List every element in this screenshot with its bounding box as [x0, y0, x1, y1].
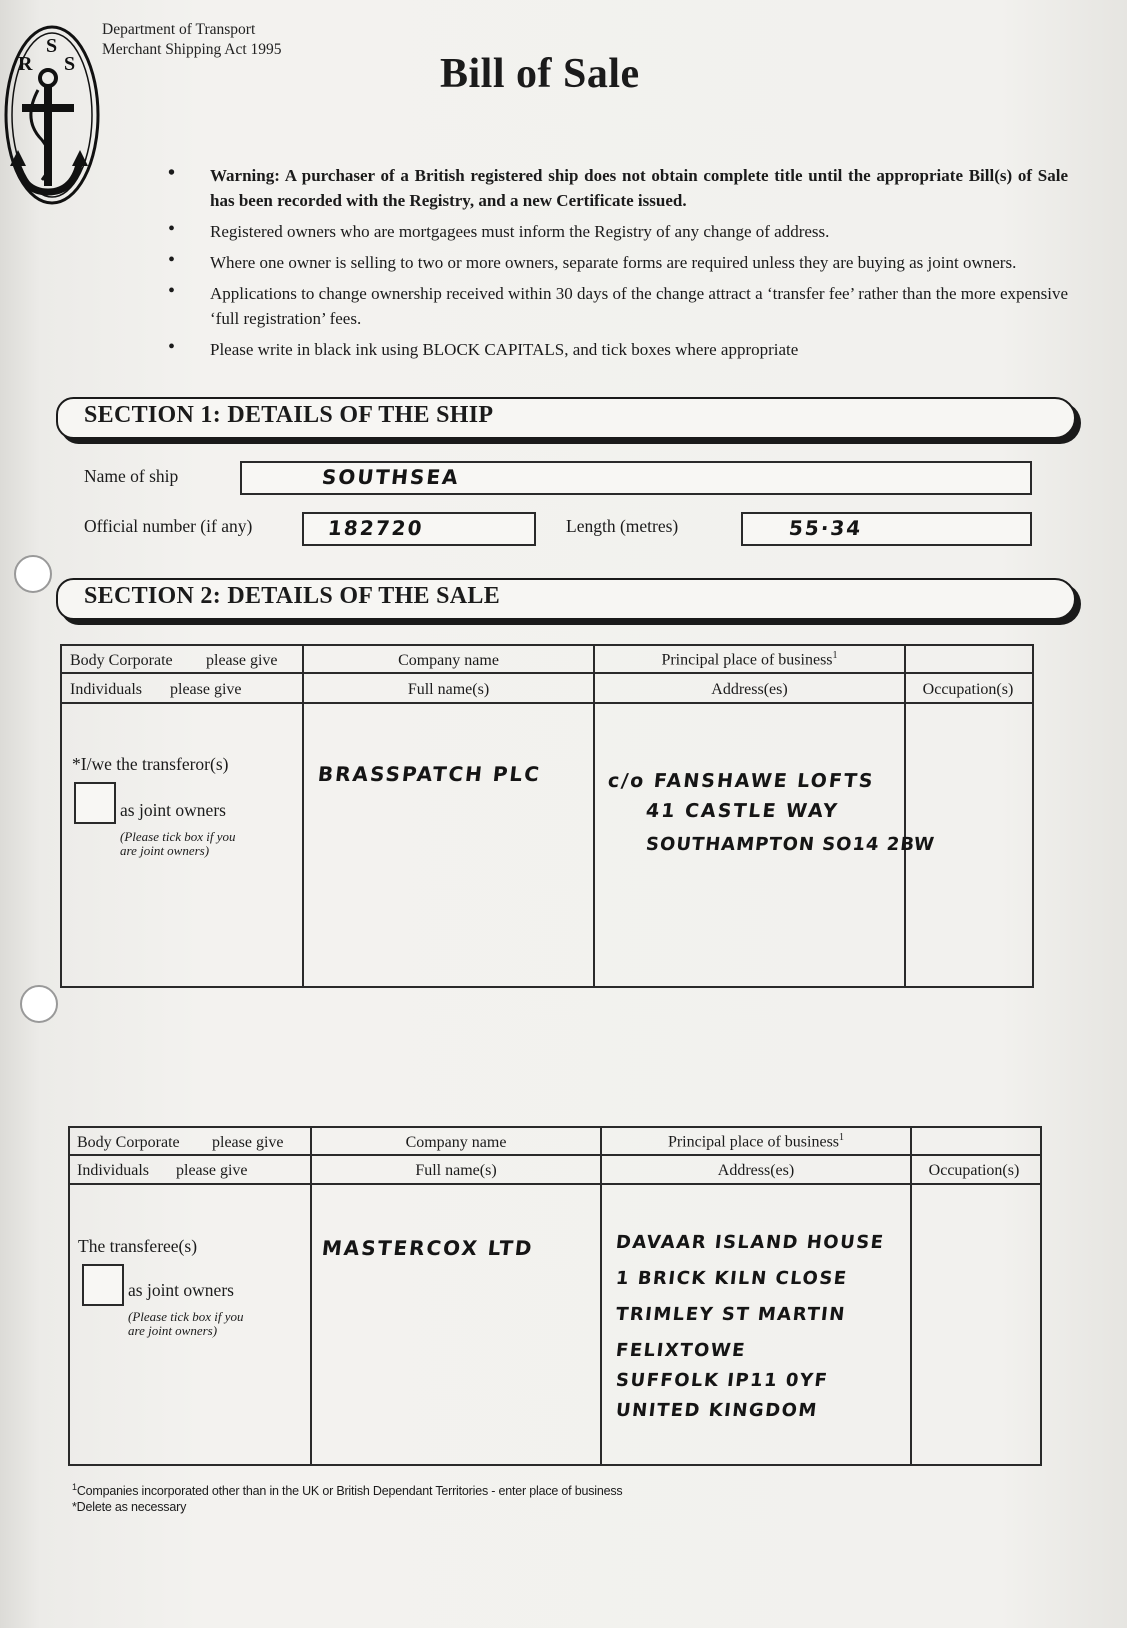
hdr-body-corporate: Body Corporate	[70, 652, 173, 669]
footnote-1-mark: 1	[72, 1482, 77, 1492]
transferor-address-1: c/o FANSHAWE LOFTS	[606, 770, 876, 792]
hdr2-occupations: Occupation(s)	[928, 1162, 1020, 1179]
dept-line-1: Department of Transport	[102, 21, 256, 38]
hdr-principal-place: Principal place of business$^1$	[661, 650, 838, 669]
hdr-occupations: Occupation(s)	[922, 681, 1014, 698]
transferee-joint-label: as joint owners	[128, 1280, 234, 1300]
hdr2-body-corporate: Body Corporate	[77, 1134, 180, 1151]
official-number-field[interactable]	[302, 512, 536, 546]
length-value: 55·34	[787, 516, 864, 540]
logo-letter-r: R	[18, 53, 33, 75]
punch-hole-top	[14, 555, 52, 593]
note-transfer-fee: • Applications to change ownership received within 30 days of the change attract a ‘transfer fee’ rather than the more expensive ‘full registration’ fees.	[168, 281, 1068, 331]
length-label: Length (metres)	[566, 516, 679, 536]
length-field[interactable]	[741, 512, 1032, 546]
note-warning: • Warning: A purchaser of a British registered ship does not obtain complete title until the appropriate Bill(s) of Sale has been recorded with the Registry, and a new Certificate issued.	[168, 163, 1068, 213]
transferor-joint-checkbox[interactable]	[74, 782, 116, 824]
hdr-company-name: Company name	[398, 652, 499, 669]
transferee-name: MASTERCOX LTD	[320, 1236, 535, 1260]
hdr2-addresses: Address(es)	[717, 1162, 795, 1179]
transferee-address-2: 1 BRICK KILN CLOSE	[614, 1268, 849, 1289]
transferee-address-1: DAVAAR ISLAND HOUSE	[614, 1232, 886, 1253]
note-mortgagees: • Registered owners who are mortgagees must inform the Registry of any change of address.	[168, 219, 1068, 244]
hdr-please-give-2: please give	[170, 681, 242, 698]
hdr2-individuals: Individuals	[77, 1162, 149, 1179]
logo-letter-s-top: S	[46, 35, 58, 57]
form-title: Bill of Sale	[440, 51, 640, 97]
transferee-label: The transferee(s)	[78, 1236, 198, 1256]
hdr-addresses: Address(es)	[711, 681, 788, 698]
department-heading	[102, 20, 282, 60]
punch-hole-bottom	[20, 985, 58, 1023]
note-block-capitals: • Please write in black ink using BLOCK CAPITALS, and tick boxes where appropriate	[168, 337, 1068, 362]
dept-line-2: Merchant Shipping Act 1995	[102, 41, 282, 58]
section-1-title: SECTION 1: DETAILS OF THE SHIP	[84, 402, 494, 428]
logo-letter-s-right: S	[64, 53, 76, 75]
hdr2-company-name: Company name	[405, 1134, 507, 1151]
transferor-label: *I/we the transferor(s)	[72, 754, 229, 774]
section-1-header	[56, 397, 1076, 439]
ship-name-value: SOUTHSEA	[320, 465, 461, 489]
hdr-please-give-1: please give	[206, 652, 278, 669]
official-number-label: Official number (if any)	[84, 516, 253, 536]
transferor-name: BRASSPATCH PLC	[316, 762, 543, 786]
hdr2-full-names: Full name(s)	[415, 1162, 497, 1179]
transferor-address-3: SOUTHAMPTON SO14 2BW	[644, 834, 936, 855]
official-number-value: 182720	[326, 516, 425, 540]
hdr-principal-footnote: 1	[832, 650, 838, 661]
transferee-joint-hint: (Please tick box if you are joint owners)	[128, 1309, 244, 1338]
instruction-notes	[168, 163, 1068, 368]
section-2-title: SECTION 2: DETAILS OF THE SALE	[84, 583, 501, 609]
note-separate-forms: • Where one owner is selling to two or more owners, separate forms are required unless they are buying as joint owners.	[168, 250, 1068, 275]
transferee-address-4: FELIXTOWE	[614, 1340, 747, 1361]
hdr2-please-give-1: please give	[212, 1134, 284, 1151]
rss-anchor-logo	[2, 20, 104, 210]
hdr2-please-give-2: please give	[176, 1162, 248, 1179]
hdr2-principal-footnote: 1	[839, 1132, 845, 1143]
footnote-2: *Delete as necessary	[72, 1500, 187, 1514]
transferor-address-2: 41 CASTLE WAY	[644, 800, 840, 822]
ship-name-label: Name of ship	[84, 466, 179, 486]
footnote-1: $^1$Companies incorporated other than in the UK or British Dependant Territories - enter place of business	[72, 1482, 623, 1499]
transferee-address-3: TRIMLEY ST MARTIN	[614, 1304, 847, 1325]
hdr-full-names: Full name(s)	[407, 681, 490, 698]
transferor-joint-label: as joint owners	[120, 800, 226, 820]
hdr-individuals: Individuals	[70, 681, 142, 698]
transferee-joint-checkbox[interactable]	[82, 1264, 124, 1306]
transferee-address-5: SUFFOLK IP11 0YF	[614, 1370, 830, 1391]
transferor-joint-hint: (Please tick box if you are joint owners)	[120, 829, 236, 858]
section-2-header	[56, 578, 1076, 620]
hdr2-principal-place: Principal place of business$^1$	[667, 1132, 845, 1151]
transferee-address-6: UNITED KINGDOM	[614, 1400, 819, 1421]
ship-name-field[interactable]	[240, 461, 1032, 495]
